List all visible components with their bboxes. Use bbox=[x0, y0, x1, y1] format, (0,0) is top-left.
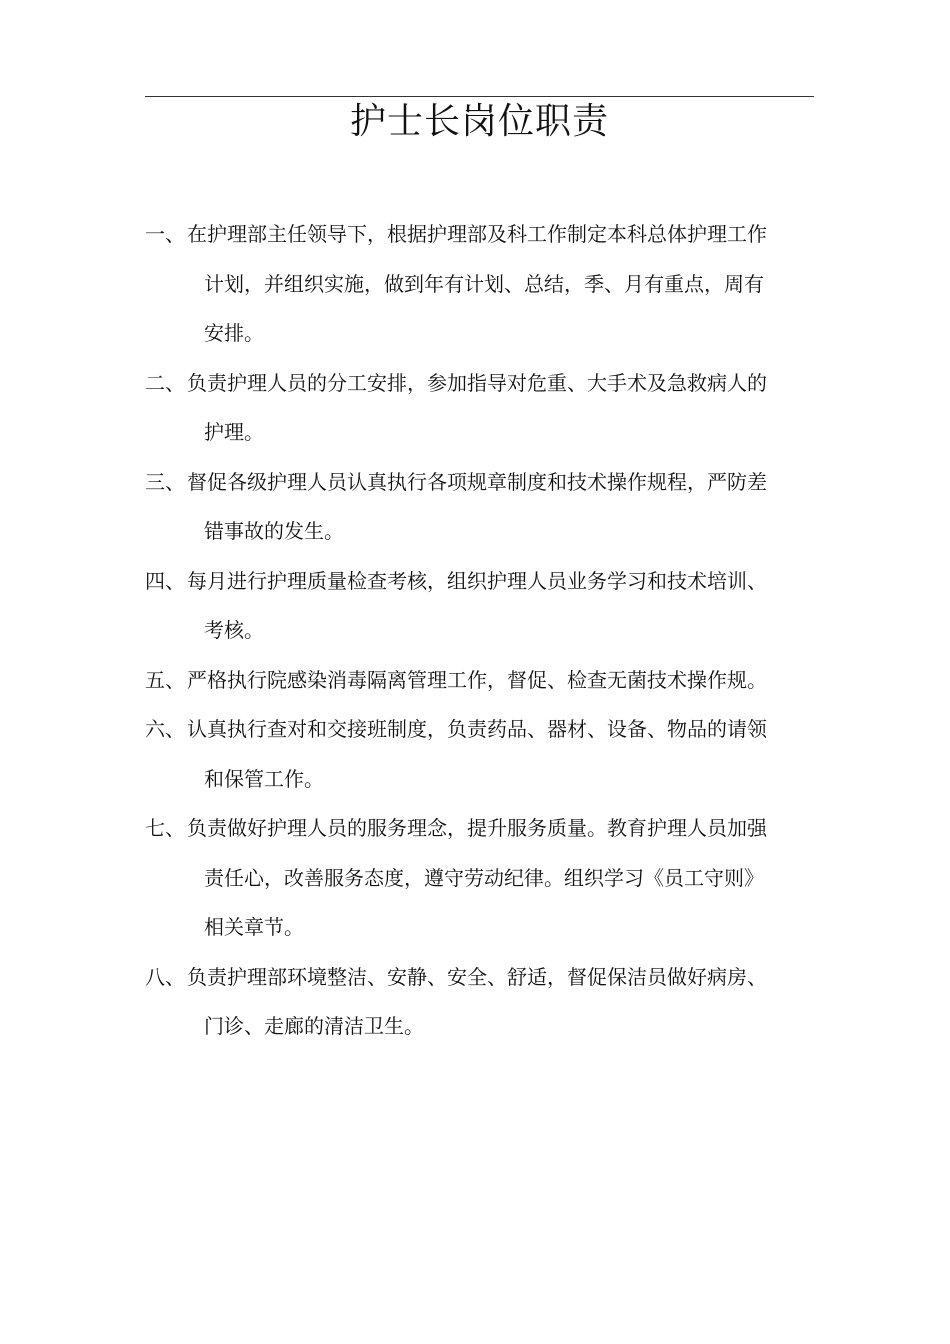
duty-line: 在护理部主任领导下，根据护理部及科工作制定本科总体护理工作 bbox=[187, 222, 767, 246]
duty-item bbox=[145, 953, 813, 1052]
duty-number: 一、 bbox=[145, 222, 185, 246]
duty-line: 相关章节。 bbox=[204, 915, 304, 939]
duty-line: 督促各级护理人员认真执行各项规章制度和技术操作规程，严防差 bbox=[187, 469, 767, 494]
duty-item bbox=[145, 210, 813, 359]
duty-text bbox=[187, 210, 813, 359]
header-rule bbox=[145, 96, 814, 97]
duty-line: 护理。 bbox=[204, 420, 264, 444]
duty-number: 八、 bbox=[145, 964, 185, 989]
duty-item bbox=[145, 359, 813, 458]
duty-line: 认真执行查对和交接班制度，负责药品、器材、设备、物品的请领 bbox=[187, 717, 767, 741]
duty-line: 错事故的发生。 bbox=[204, 519, 344, 543]
duty-text bbox=[187, 557, 813, 656]
duty-line: 负责护理人员的分工安排，参加指导对危重、大手术及急救病人的 bbox=[187, 370, 767, 395]
duty-line: 每月进行护理质量检查考核，组织护理人员业务学习和技术培训、 bbox=[187, 568, 767, 593]
duty-text bbox=[187, 656, 813, 706]
duty-item bbox=[145, 656, 813, 706]
duty-number: 五、 bbox=[145, 667, 185, 692]
duty-number: 六、 bbox=[145, 717, 185, 741]
duty-number: 七、 bbox=[145, 816, 185, 840]
duty-number: 二、 bbox=[145, 370, 185, 395]
duty-line: 责任心，改善服务态度，遵守劳动纪律。组织学习《员工守则》 bbox=[204, 865, 764, 890]
duty-line: 计划，并组织实施，做到年有计划、总结，季、月有重点，周有 bbox=[204, 271, 764, 296]
duty-item bbox=[145, 804, 813, 953]
duty-list bbox=[145, 210, 813, 1052]
duty-line: 严格执行院感染消毒隔离管理工作，督促、检查无菌技术操作规。 bbox=[187, 667, 767, 692]
duty-line: 安排。 bbox=[204, 321, 264, 345]
duty-number: 三、 bbox=[145, 469, 185, 494]
duty-item bbox=[145, 557, 813, 656]
duty-item bbox=[145, 458, 813, 557]
duty-number: 四、 bbox=[145, 568, 185, 593]
duty-text bbox=[187, 359, 813, 458]
duty-text bbox=[187, 705, 813, 804]
duty-item bbox=[145, 705, 813, 804]
page-title: 护士长岗位职责 bbox=[349, 101, 609, 142]
duty-line: 和保管工作。 bbox=[204, 766, 324, 791]
duty-line: 考核。 bbox=[204, 618, 264, 642]
duty-line: 门诊、走廊的清洁卫生。 bbox=[204, 1014, 424, 1038]
duty-text bbox=[187, 458, 813, 557]
duty-line: 负责护理部环境整洁、安静、安全、舒适，督促保洁员做好病房、 bbox=[187, 964, 767, 989]
duty-text bbox=[187, 804, 813, 953]
duty-text bbox=[187, 953, 813, 1052]
duty-line: 负责做好护理人员的服务理念，提升服务质量。教育护理人员加强 bbox=[187, 816, 767, 840]
